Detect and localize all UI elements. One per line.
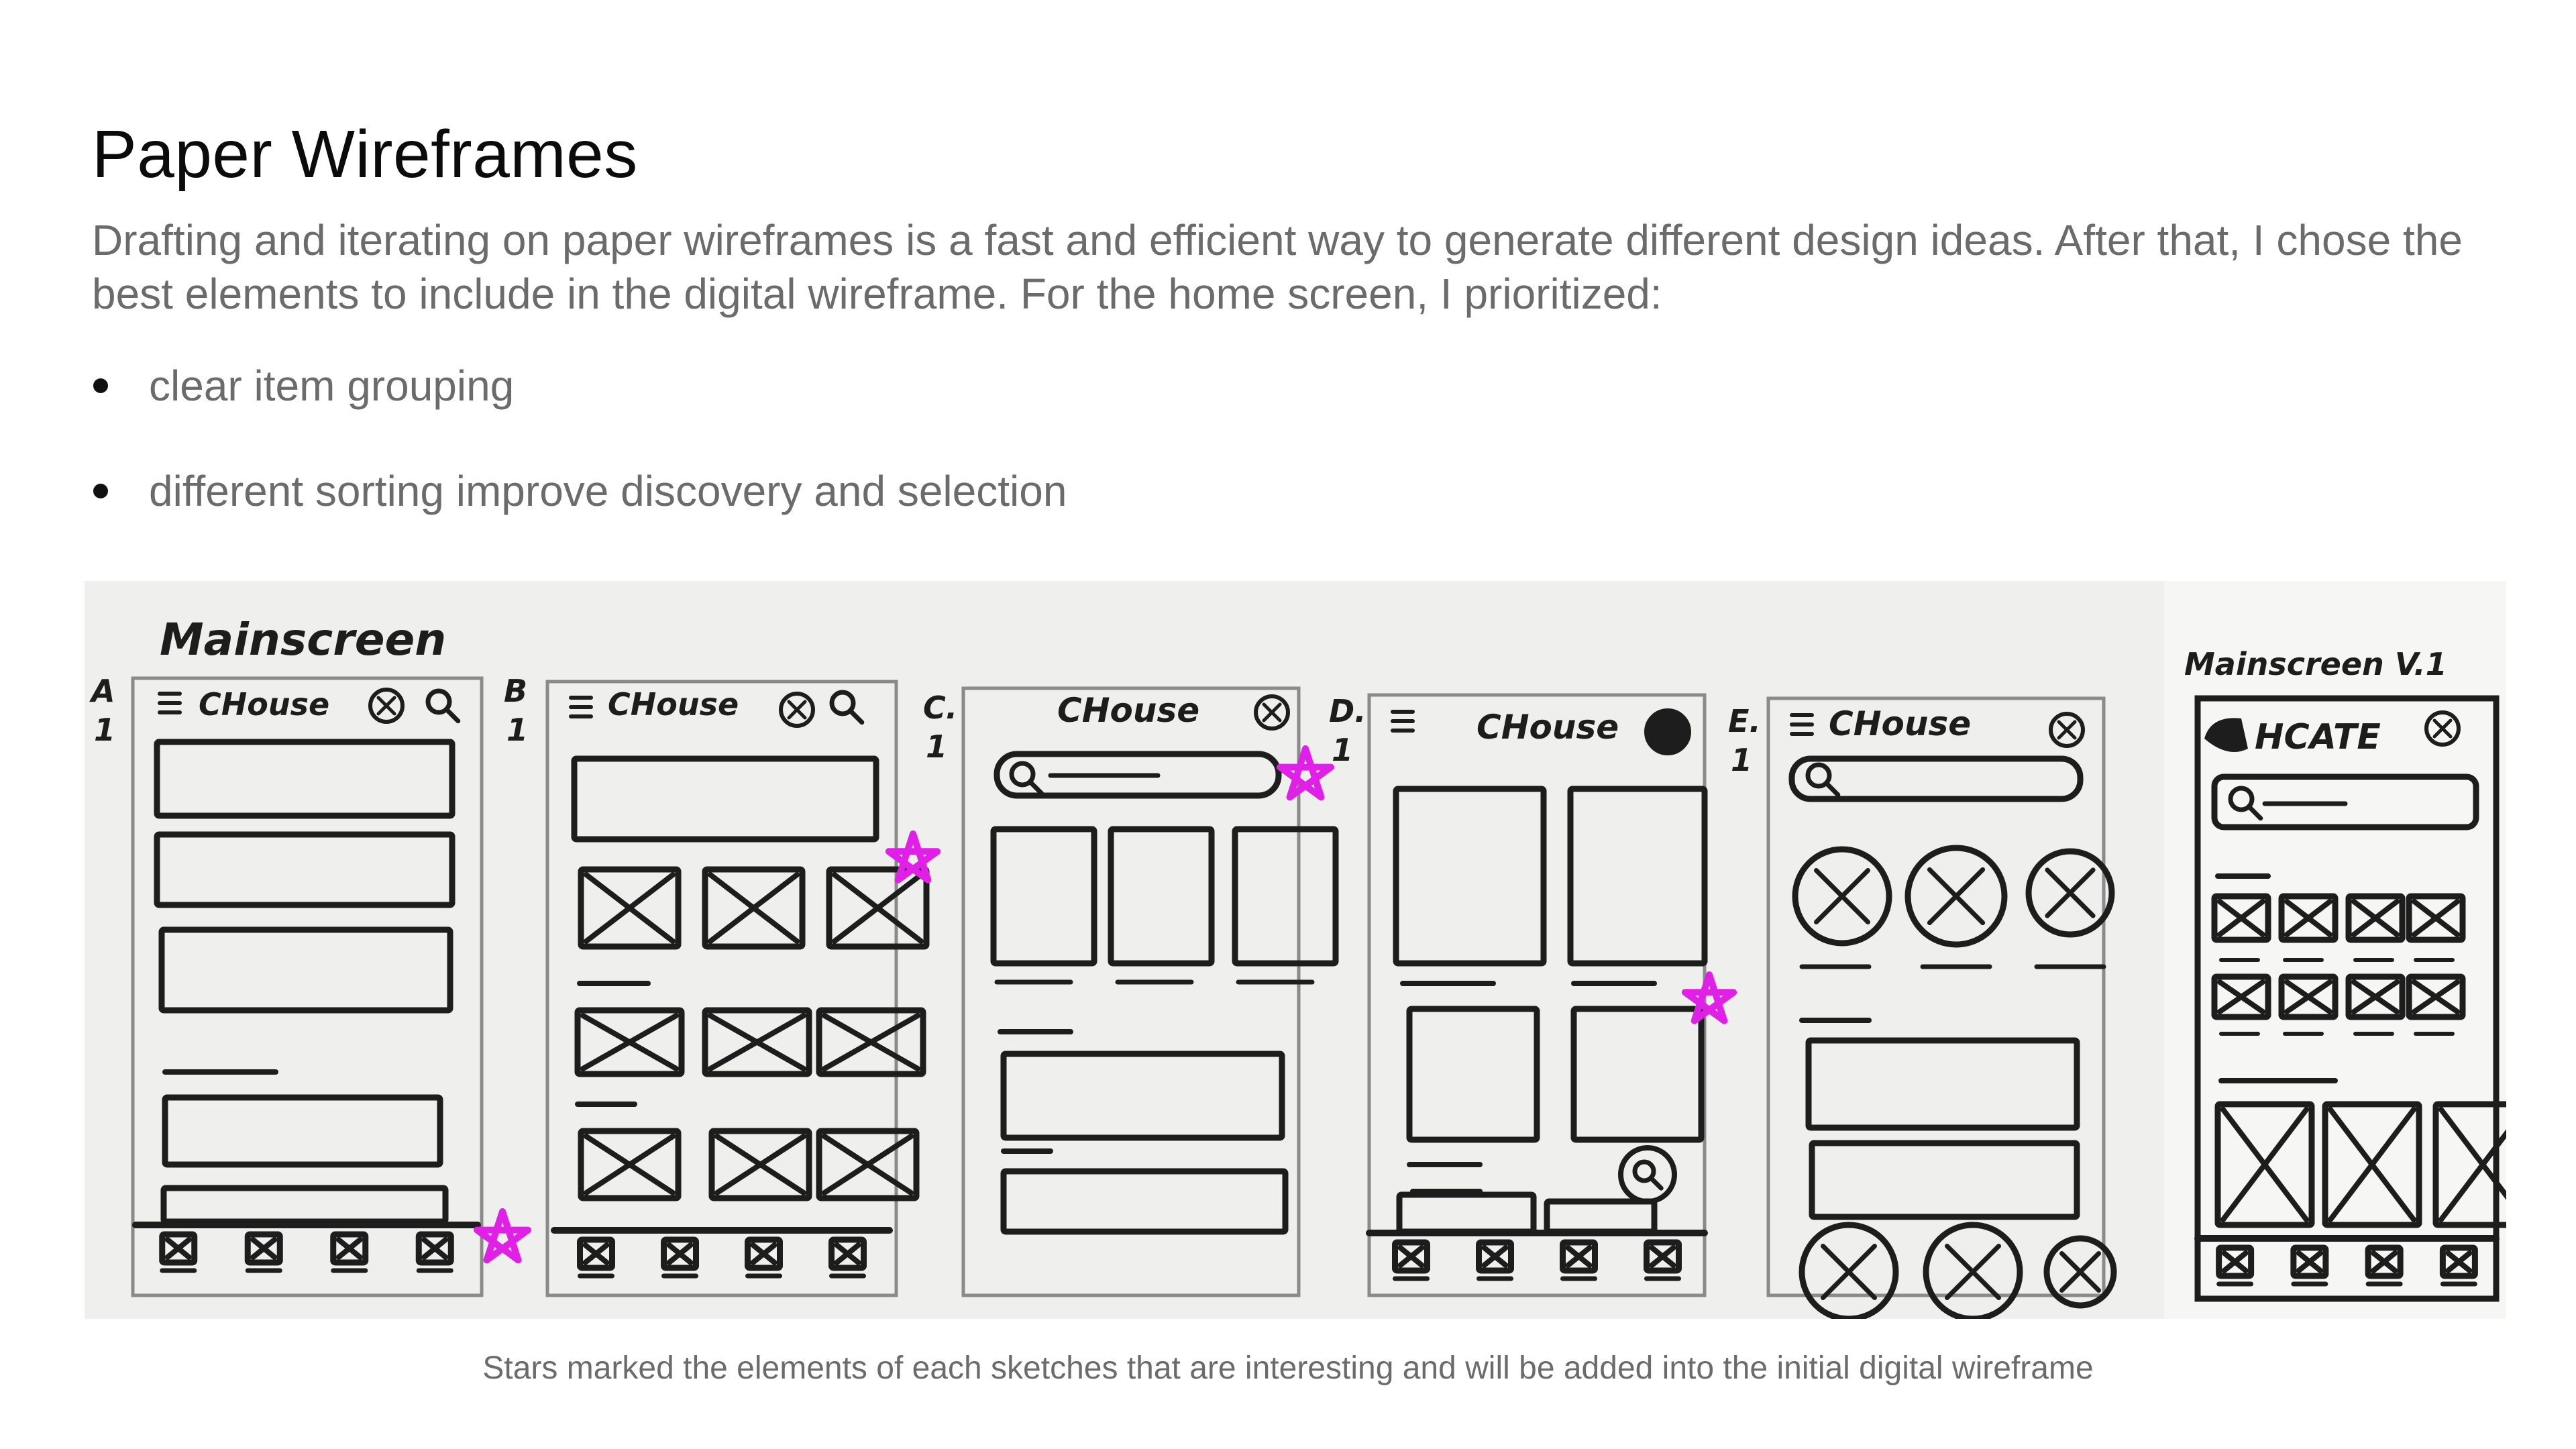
- list-item: [92, 464, 1067, 518]
- frame-app-name: CHouse: [608, 686, 739, 722]
- bullet-dot-icon: [93, 378, 108, 393]
- sketch-heading-v1: Mainscreen V.1: [2184, 646, 2447, 682]
- frame-app-name: HCATE: [2255, 717, 2381, 757]
- sketch-heading: Mainscreen: [160, 614, 447, 665]
- list-item-text: different sorting improve discovery and selection: [149, 467, 1067, 515]
- image-caption: Stars marked the elements of each sketches that are interesting and will be added into the initial digital wireframe: [482, 1350, 2094, 1386]
- list-item-text: clear item grouping: [149, 362, 515, 410]
- frame-label-letter: D.: [1329, 693, 1366, 729]
- frame-label-letter: A: [91, 673, 115, 709]
- priority-list: [92, 359, 1067, 518]
- frame-label-number: 1: [1731, 742, 1753, 778]
- frame-app-name: CHouse: [199, 686, 330, 722]
- frame-app-name: CHouse: [1057, 691, 1200, 730]
- wireframe-sketch-photo: [85, 581, 2506, 1319]
- page-title: Paper Wireframes: [92, 117, 638, 192]
- frame-app-name: CHouse: [1829, 704, 1972, 743]
- frame-label-letter: E.: [1728, 703, 1761, 739]
- list-item: [92, 359, 1067, 413]
- frame-label-number: 1: [926, 729, 948, 765]
- bullet-dot-icon: [93, 484, 108, 498]
- frame-label-number: 1: [506, 712, 529, 748]
- frame-app-name: CHouse: [1477, 708, 1619, 747]
- frame-label-number: 1: [1332, 732, 1354, 768]
- intro-paragraph: Drafting and iterating on paper wireframes is a fast and efficient way to generate different design ideas. After that, I chose the best elements to include in the digital wireframe. For the home screen, I prioritized:: [92, 216, 2463, 318]
- frame-label-letter: B: [504, 673, 528, 709]
- cart-icon: [1646, 710, 1689, 753]
- frame-label-letter: C.: [923, 690, 958, 726]
- frame-label-number: 1: [94, 712, 116, 748]
